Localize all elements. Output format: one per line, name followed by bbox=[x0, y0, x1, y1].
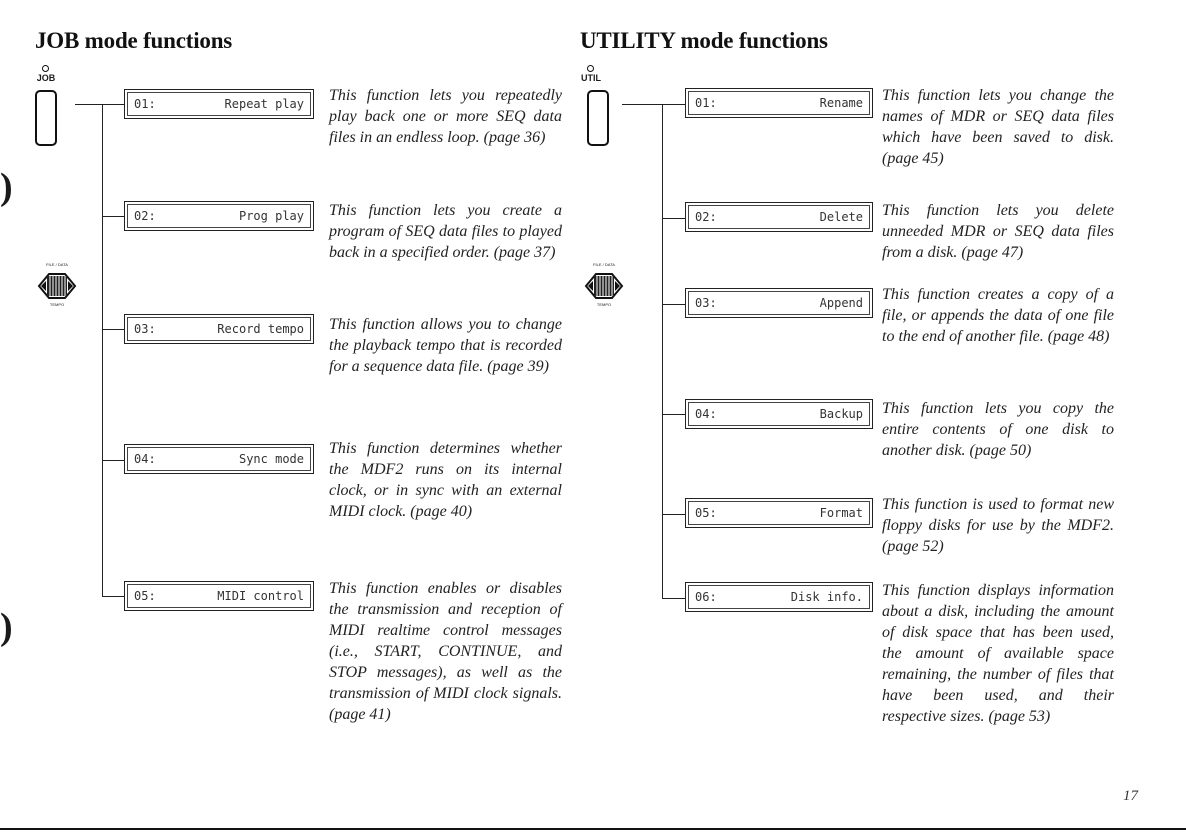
lcd-number: 03: bbox=[134, 322, 156, 336]
binding-mark-bottom: ) bbox=[0, 606, 13, 648]
lcd-function-name: Backup bbox=[819, 407, 863, 421]
page-number: 17 bbox=[1123, 788, 1138, 804]
job-lcd-record-tempo[interactable] bbox=[124, 314, 314, 344]
utility-desc-append: This function creates a copy of a file, or appends the data of one file to the end of another file. (page 48) bbox=[882, 286, 1114, 345]
job-section-title: JOB mode functions bbox=[35, 28, 233, 53]
utility-desc-delete: This function lets you delete unneeded MDR or SEQ data files from a disk. (page 47) bbox=[882, 202, 1114, 261]
utility-desc-format: This function is used to format new floppy disks for use by the MDF2. (page 52) bbox=[882, 496, 1114, 555]
job-desc-prog-play: This function lets you create a program of SEQ data files to played back in a specified order. (page 37) bbox=[329, 202, 562, 261]
utility-lcd-append[interactable] bbox=[685, 288, 873, 318]
lcd-number: 02: bbox=[695, 210, 717, 224]
lcd-function-name: Delete bbox=[819, 210, 863, 224]
utility-lcd-rename[interactable] bbox=[685, 88, 873, 118]
utility-lcd-disk-info[interactable] bbox=[685, 582, 873, 612]
job-tree-line bbox=[102, 104, 103, 596]
utility-connector bbox=[622, 104, 662, 105]
job-connector bbox=[75, 104, 102, 105]
lcd-function-name: Format bbox=[819, 506, 863, 520]
utility-button-label: UTIL bbox=[581, 73, 601, 83]
lcd-number: 03: bbox=[695, 296, 717, 310]
job-button-label: JOB bbox=[36, 73, 56, 83]
lcd-function-name: MIDI control bbox=[217, 589, 304, 603]
utility-tree-line bbox=[662, 104, 663, 598]
job-desc-midi-control: This function enables or disables the transmission and reception of MIDI realtime control messages (i.e., START, CONTINUE, and STOP messages), as well as the transmission of MIDI clock signals. (page 41) bbox=[329, 580, 562, 723]
lcd-function-name: Prog play bbox=[238, 209, 304, 223]
lcd-number: 01: bbox=[695, 96, 717, 110]
utility-lcd-format[interactable] bbox=[685, 498, 873, 528]
lcd-number: 05: bbox=[695, 506, 717, 520]
lcd-function-name: Disk info. bbox=[790, 590, 863, 604]
lcd-function-name: Append bbox=[819, 296, 863, 310]
lcd-function-name: Repeat play bbox=[224, 97, 304, 111]
utility-lcd-delete[interactable] bbox=[685, 202, 873, 232]
job-lcd-midi-control[interactable] bbox=[124, 581, 314, 611]
utility-desc-rename: This function lets you change the names of MDR or SEQ data files which have been saved to disk. (page 45) bbox=[882, 87, 1114, 167]
lcd-number: 01: bbox=[134, 97, 156, 111]
job-button[interactable] bbox=[35, 90, 57, 146]
lcd-number: 05: bbox=[134, 589, 156, 603]
binding-mark-top: ) bbox=[0, 166, 13, 208]
lcd-number: 02: bbox=[134, 209, 156, 223]
job-desc-sync-mode: This function determines whether the MDF2 runs on its internal clock, or in sync with an external MIDI clock. (page 40) bbox=[329, 440, 562, 520]
lcd-number: 04: bbox=[695, 407, 717, 421]
utility-desc-backup: This function lets you copy the entire contents of one disk to another disk. (page 50) bbox=[882, 400, 1114, 459]
lcd-function-name: Sync mode bbox=[238, 452, 304, 466]
utility-desc-disk-info: This function displays information about a disk, including the amount of disk space that has been used, the amount of available space remaining, the number of files that have been used, and their respective sizes. (page 53) bbox=[882, 582, 1114, 725]
bottom-rule bbox=[0, 828, 1186, 830]
job-lcd-repeat-play[interactable] bbox=[124, 89, 314, 119]
utility-section-title: UTILITY mode functions bbox=[580, 28, 828, 53]
lcd-number: 06: bbox=[695, 590, 717, 604]
job-lcd-sync-mode[interactable] bbox=[124, 444, 314, 474]
job-lcd-prog-play[interactable] bbox=[124, 201, 314, 231]
lcd-function-name: Rename bbox=[819, 96, 863, 110]
utility-led-icon bbox=[587, 65, 594, 72]
job-desc-repeat-play: This function lets you repeatedly play back one or more SEQ data files in an endless loop. (page 36) bbox=[329, 87, 562, 146]
lcd-function-name: Record tempo bbox=[217, 322, 304, 336]
job-desc-record-tempo: This function allows you to change the playback tempo that is recorded for a sequence data file. (page 39) bbox=[329, 316, 562, 375]
job-led-icon bbox=[42, 65, 49, 72]
utility-lcd-backup[interactable] bbox=[685, 399, 873, 429]
lcd-number: 04: bbox=[134, 452, 156, 466]
utility-button[interactable] bbox=[587, 90, 609, 146]
